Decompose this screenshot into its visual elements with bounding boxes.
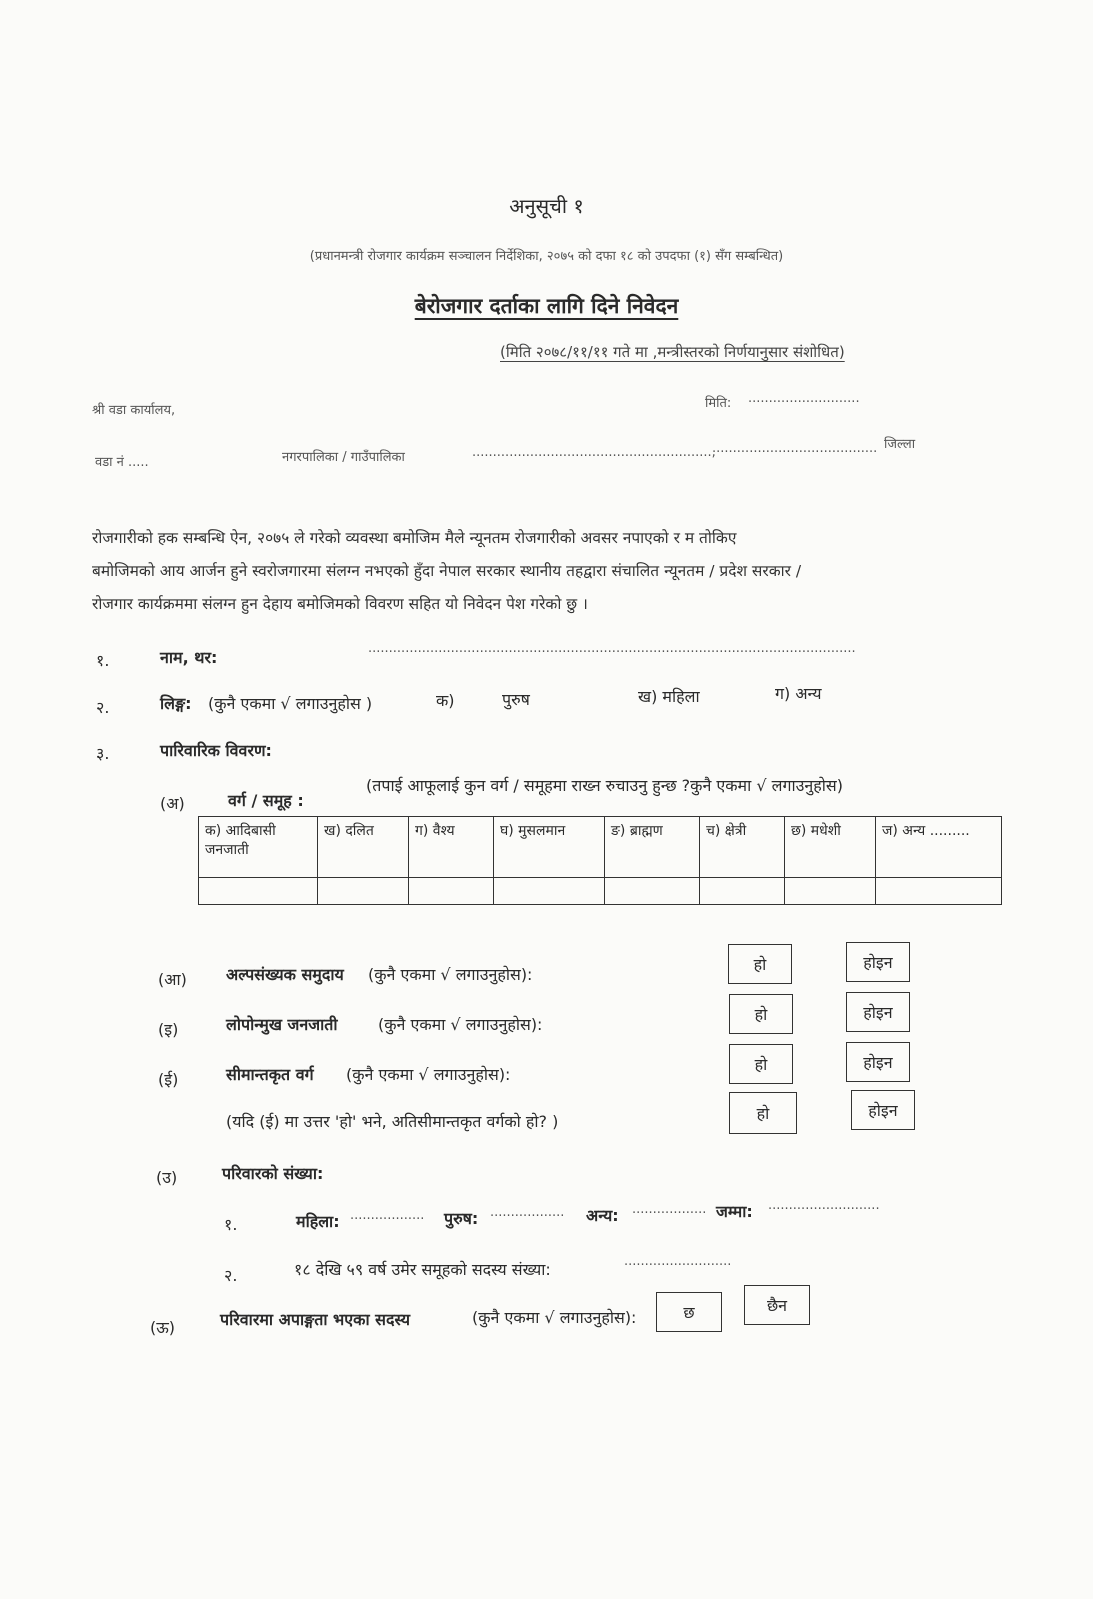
- gender-number: २.: [96, 698, 110, 717]
- family-count-number: (उ): [156, 1168, 178, 1187]
- disability-hint: (कुनै एकमा √ लगाउनुहोस):: [472, 1308, 637, 1327]
- date-label: मिति:: [705, 396, 732, 411]
- caste-check-other[interactable]: [876, 878, 1002, 905]
- ward-field[interactable]: वडा नं .....: [95, 455, 149, 470]
- female-label: महिला:: [296, 1212, 340, 1231]
- caste-label: वर्ग / समूह :: [228, 791, 304, 810]
- minority-label: अल्पसंख्यक समुदाय: [226, 965, 344, 984]
- other-label: अन्य:: [586, 1206, 619, 1225]
- name-label: नाम, थर:: [160, 648, 218, 667]
- ultra-marginalized-hint: (यदि (ई) मा उत्तर 'हो' भने, अतिसीमान्तकृत वर्गको हो? ): [226, 1112, 559, 1131]
- caste-check-dalit[interactable]: [318, 878, 409, 905]
- reference-note: (प्रधानमन्त्री रोजगार कार्यक्रम सञ्चालन निर्देशिका, २०७५ को दफा १८ को उपदफा (१) सँग सम्बन्धित): [309, 249, 784, 264]
- ultra-marginalized-yes-box[interactable]: हो: [729, 1092, 797, 1134]
- family-count-label: परिवारको संख्या:: [222, 1164, 324, 1183]
- family-count-line2-number: २.: [224, 1266, 238, 1285]
- total-label: जम्मा:: [716, 1202, 753, 1221]
- endangered-yes-box[interactable]: हो: [729, 994, 793, 1034]
- caste-check-chhetri[interactable]: [700, 878, 785, 905]
- amendment-text: (मिति २०७८/११/११ गते मा ,मन्त्रीस्तरको निर्णयानुसार संशोधित): [500, 343, 845, 361]
- marginalized-yes-box[interactable]: हो: [729, 1044, 793, 1084]
- form-title: [0, 292, 1093, 320]
- gender-option-male-key: क): [436, 691, 455, 710]
- caste-col-chhetri: च) क्षेत्री: [700, 817, 785, 878]
- other-field[interactable]: ..................: [632, 1202, 707, 1217]
- age-group-label: १८ देखि ५९ वर्ष उमेर समूहको सदस्य संख्या:: [294, 1260, 551, 1279]
- intro-line-3: रोजगार कार्यक्रममा संलग्न हुन देहाय बमोजिमको विवरण सहित यो निवेदन पेश गरेको छु ।: [92, 595, 588, 613]
- ultra-marginalized-no-box[interactable]: होइन: [851, 1090, 915, 1130]
- caste-col-janajati: क) आदिबासी जनजाती: [199, 817, 318, 878]
- gender-hint: (कुनै एकमा √ लगाउनुहोस ): [208, 694, 373, 713]
- marginalized-number: (ई): [158, 1070, 179, 1089]
- minority-number: (आ): [158, 970, 187, 989]
- caste-col-other: ज) अन्य .........: [876, 817, 1002, 878]
- caste-col-dalit: ख) दलित: [318, 817, 409, 878]
- district-label: जिल्ला: [884, 437, 916, 452]
- office-label: श्री वडा कार्यालय,: [92, 403, 176, 418]
- family-number: ३.: [96, 744, 110, 763]
- marginalized-hint: (कुनै एकमा √ लगाउनुहोस):: [346, 1065, 511, 1084]
- disability-number: (ऊ): [150, 1318, 176, 1337]
- minority-hint: (कुनै एकमा √ लगाउनुहोस):: [368, 965, 533, 984]
- age-group-field[interactable]: ..........................: [624, 1254, 732, 1269]
- endangered-no-box[interactable]: होइन: [846, 992, 910, 1032]
- gender-option-male[interactable]: पुरुष: [502, 690, 530, 709]
- municipality-field[interactable]: ..........................................................,: [472, 445, 716, 460]
- caste-col-muslim: घ) मुसलमान: [494, 817, 605, 878]
- caste-table: [198, 816, 1002, 905]
- disability-no-box[interactable]: छैन: [744, 1285, 810, 1325]
- name-number: १.: [96, 651, 110, 670]
- amendment-note: [500, 342, 845, 362]
- disability-yes-box[interactable]: छ: [656, 1292, 722, 1332]
- caste-col-vaishya: ग) वैश्य: [409, 817, 494, 878]
- total-field[interactable]: ...........................: [768, 1198, 880, 1213]
- disability-label: परिवारमा अपाङ्गता भएका सदस्य: [220, 1310, 410, 1329]
- male-label: पुरुष:: [444, 1209, 479, 1228]
- endangered-hint: (कुनै एकमा √ लगाउनुहोस):: [378, 1015, 543, 1034]
- female-field[interactable]: ..................: [350, 1208, 425, 1223]
- gender-option-female[interactable]: ख) महिला: [638, 687, 700, 706]
- family-label: पारिवारिक विवरण:: [160, 741, 272, 760]
- minority-yes-box[interactable]: हो: [728, 944, 792, 984]
- minority-no-box[interactable]: होइन: [846, 942, 910, 982]
- gender-option-other[interactable]: ग) अन्य: [775, 684, 822, 703]
- family-count-line1-number: १.: [224, 1215, 238, 1234]
- district-field[interactable]: ........................................: [712, 441, 878, 456]
- intro-line-1: रोजगारीको हक सम्बन्धि ऐन, २०७५ ले गरेको व्यवस्था बमोजिम मैले न्यूनतम रोजगारीको अवसर नपाएको र म तोकिए: [92, 529, 737, 547]
- form-title-text: बेरोजगार दर्ताका लागि दिने निवेदन: [414, 294, 679, 318]
- schedule-heading: अनुसूची १: [509, 194, 584, 218]
- date-field[interactable]: ...........................: [748, 391, 860, 406]
- caste-check-madhesi[interactable]: [785, 878, 876, 905]
- caste-check-janajati[interactable]: [199, 878, 318, 905]
- male-field[interactable]: ..................: [490, 1205, 565, 1220]
- caste-number: (अ): [160, 794, 185, 813]
- intro-line-2: बमोजिमको आय आर्जन हुने स्वरोजगारमा संलग्न नभएको हुँदा नेपाल सरकार स्थानीय तहद्वारा संचालित न्यूनतम / प्रदेश सरकार /: [92, 562, 802, 580]
- name-field[interactable]: ......................................................................................................................: [368, 641, 856, 656]
- caste-check-brahmin[interactable]: [605, 878, 700, 905]
- caste-check-muslim[interactable]: [494, 878, 605, 905]
- gender-label: लिङ्ग:: [160, 694, 192, 713]
- caste-check-vaishya[interactable]: [409, 878, 494, 905]
- caste-hint: (तपाई आफूलाई कुन वर्ग / समूहमा राख्न रुचाउनु हुन्छ ?कुनै एकमा √ लगाउनुहोस): [366, 776, 843, 795]
- endangered-number: (इ): [158, 1020, 179, 1039]
- caste-col-madhesi: छ) मधेशी: [785, 817, 876, 878]
- municipality-label: नगरपालिका / गाउँपालिका: [282, 450, 405, 465]
- caste-col-brahmin: ङ) ब्राह्मण: [605, 817, 700, 878]
- endangered-label: लोपोन्मुख जनजाती: [226, 1015, 338, 1034]
- marginalized-label: सीमान्तकृत वर्ग: [226, 1065, 314, 1084]
- marginalized-no-box[interactable]: होइन: [846, 1042, 910, 1082]
